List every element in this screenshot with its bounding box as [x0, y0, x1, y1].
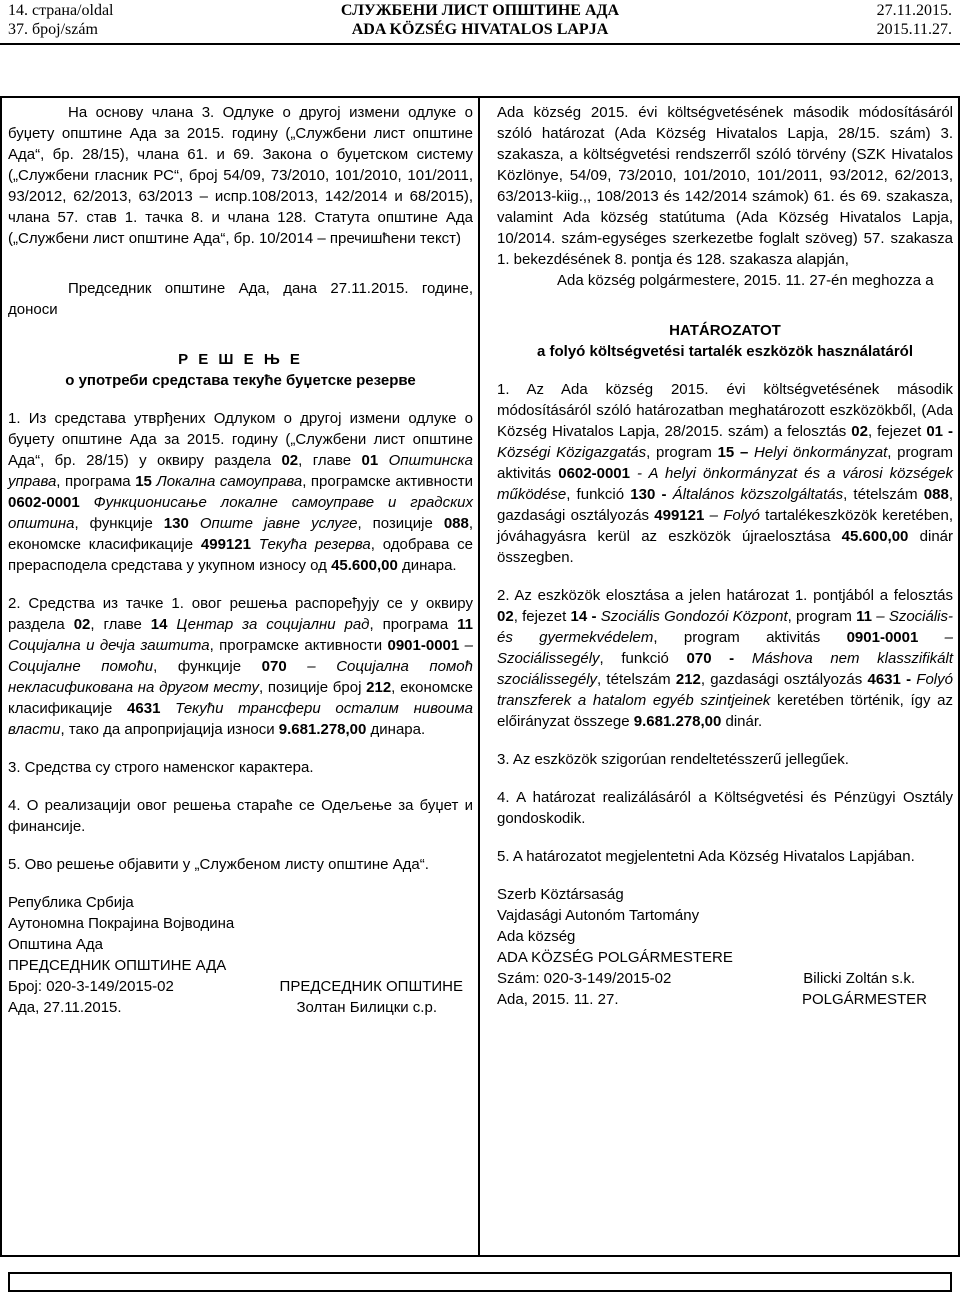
signature-line: Ada község — [497, 928, 576, 945]
column-divider — [478, 98, 480, 1255]
paragraph-1: 1. Из средстава утврђених Одлуком о другој измени одлуке о буџету општине Ада за 2015. годину („Службени лист општине Ада“, бр. 28/15) у оквиру раздела 02, главе 01 Општинска управа, програма 15 Локална самоуправа, програмске активности 0602-0001 Функционисање локалне самоуправе и градских општина, функције 130 Опште јавне услуге, позиције 088, економске класификације 499121 Текућа резерва, одобрава се прерасподела средстава у укупном износу од 45.600,00 динара. — [8, 410, 474, 574]
header-title-hu: ADA KÖZSÉG HIVATALOS LAPJA — [351, 21, 609, 38]
place-date: Ада, 27.11.2015. — [8, 999, 122, 1016]
signatory-role: POLGÁRMESTER — [801, 991, 927, 1008]
decision-title: Р Е Ш Е Њ Е — [178, 351, 303, 368]
signature-line: ПРЕДСЕДНИК ОПШТИНЕ АДА — [8, 957, 227, 974]
paragraph-4: 4. О реализацији овог решења стараће се Одељење за буџет и финансије. — [8, 797, 473, 835]
frame-bottom-rule — [0, 1255, 960, 1257]
enactment-line: Председник општине Ада, дана 27.11.2015. године, доноси — [8, 280, 473, 318]
signature-block — [497, 884, 953, 1010]
signature-line: Општина Ада — [8, 936, 103, 953]
paragraph-3: 3. Средства су строго наменског карактера. — [8, 759, 314, 776]
right-column-hungarian — [497, 102, 953, 1010]
signature-row — [497, 989, 953, 1010]
paragraph-4: 4. A határozat realizálásáról a Költségvetési és Pénzügyi Osztály gondoskodik. — [497, 789, 953, 827]
frame-top-rule — [0, 96, 960, 98]
document-number: Број: 020-3-149/2015-02 — [8, 978, 174, 995]
footer-box — [8, 1272, 952, 1292]
signatory-name: Bilicki Zoltán s.k. — [803, 970, 915, 987]
signature-line: Аутономна Покрајина Војводина — [8, 915, 235, 932]
decision-title: HATÁROZATOT — [669, 322, 781, 339]
paragraph-5: 5. Ово решење објавити у „Службеном листу општине Ада“. — [8, 856, 429, 873]
header-issue-number: 37. број/szám — [8, 21, 98, 38]
paragraph-1: 1. Az Ada község 2015. évi költségvetésének második módosításáról szóló határozatban meghatározott eszközökből, (Ada Község Hivatalos Lapja, 28/2015. szám) a felosztás 02, fejezet 01 - Községi Közigazgatás, program 15 – Helyi önkormányzat, program aktivitás 0602-0001 - A helyi önkormányzat és a városi községek működése, funkció 130 - Általános közszolgáltatás, tételszám 088, gazdasági osztályozás 499121 – Folyó tartalékeszközök keretében, jóváhagyásra kerül az eszközök újraelosztása 45.600,00 dinár összegben. — [497, 381, 954, 566]
header-center — [0, 1, 960, 39]
paragraph-3: 3. Az eszközök szigorúan rendeltetésszerű jellegűek. — [497, 751, 849, 768]
signature-row — [497, 968, 953, 989]
signatory-role: ПРЕДСЕДНИК ОПШТИНЕ — [279, 978, 463, 995]
signature-line: Република Србија — [8, 894, 134, 911]
paragraph-2: 2. Az eszközök elosztása a jelen határozat 1. pontjából a felosztás 02, fejezet 14 - Szociális Gondozói Központ, program 11 – Szociális- és gyermekvédelem, program aktivitás 0901-0001 – Szociálissegély, funkció 070 - Máshova nem klasszifikált szociálissegély, tételszám 212, gazdasági osztályozás 4631 - Folyó transzferek a hatalom egyéb szintjeinek keretében történik, így az előirányzat összege 9.681.278,00 dinár. — [497, 587, 954, 730]
header-right — [877, 1, 952, 39]
document-number: Szám: 020-3-149/2015-02 — [497, 970, 672, 987]
signature-line: ADA KÖZSÉG POLGÁRMESTERE — [497, 949, 733, 966]
header-page-number: 14. страна/oldal — [8, 2, 114, 19]
signature-row — [8, 976, 473, 997]
paragraph-2: 2. Средства из тачке 1. овог решења распоређују се у оквиру раздела 02, главе 14 Центар за социјални рад, програма 11 Социјална и дечја заштита, програмске активности 0901-0001 – Социјалне помоћи, функције 070 – Социјална помоћ некласификована на другом месту, позиције број 212, економске класификације 4631 Текући трансфери осталим нивоима власти, тако да апропријација износи 9.681.278,00 динара. — [8, 595, 473, 738]
preamble: На основу члана 3. Одлуке о другој измени одлуке о буџету општине Ада за 2015. годину („Службени лист општине Ада“, бр. 28/15), члана 61. и 69. Закона о буџетском систему („Службени гласник РС“, број 54/09, 73/2010, 101/2010, 101/2011, 93/2012, 62/2013, 63/2013 – испр.108/2013, 142/2014 и 68/2015), члана 57. став 1. тачка 8. и члана 128. Статута општине Ада („Службени лист општине Ада“, бр. 10/2014 – пречишћени текст) — [8, 104, 473, 247]
decision-subtitle: a folyó költségvetési tartalék eszközök használatáról — [537, 343, 913, 360]
header-title-sr: СЛУЖБЕНИ ЛИСТ ОПШТИНЕ АДА — [340, 2, 620, 19]
signature-block — [8, 892, 473, 1018]
preamble: Ada község 2015. évi költségvetésének második módosításáról szóló határozat (Ada Község Hivatalos Lapja, 28/15. szám) 3. szakasza, a költségvetési rendszerről szóló törvény (SZK Hivatalos Közlönye, 54/09, 73/2010, 101/2010, 101/2011, 93/2012, 62/2013, 63/2013-kiig.,, 108/2013 és 142/2014 számok) 61. és 69. szakasza, valamint Ada község statútuma (Ada Község Hivatalos Lapja, 10/2014. szám-egységes szerkezetbe foglalt szöveg) 57. szakasza 1. bekezdésének 8. pontja és 128. szakasza alapján, — [497, 104, 953, 268]
signature-row — [8, 997, 473, 1018]
left-column-serbian — [8, 102, 473, 1018]
signatory-name: Золтан Билицки с.р. — [296, 999, 437, 1016]
page-header — [0, 0, 960, 42]
paragraph-5: 5. A határozatot megjelentetni Ada Község Hivatalos Lapjában. — [497, 848, 915, 865]
header-date-sr: 27.11.2015. — [876, 2, 952, 19]
decision-subtitle: о употреби средстава текуће буџетске резерве — [65, 372, 416, 389]
enactment-line: Ada község polgármestere, 2015. 11. 27-én meghozza a — [557, 272, 934, 289]
header-date-hu: 2015.11.27. — [876, 21, 952, 38]
header-rule — [0, 43, 960, 45]
place-date: Ada, 2015. 11. 27. — [497, 991, 619, 1008]
signature-line: Szerb Köztársaság — [497, 886, 624, 903]
signature-line: Vajdasági Autonóm Tartomány — [497, 907, 700, 924]
